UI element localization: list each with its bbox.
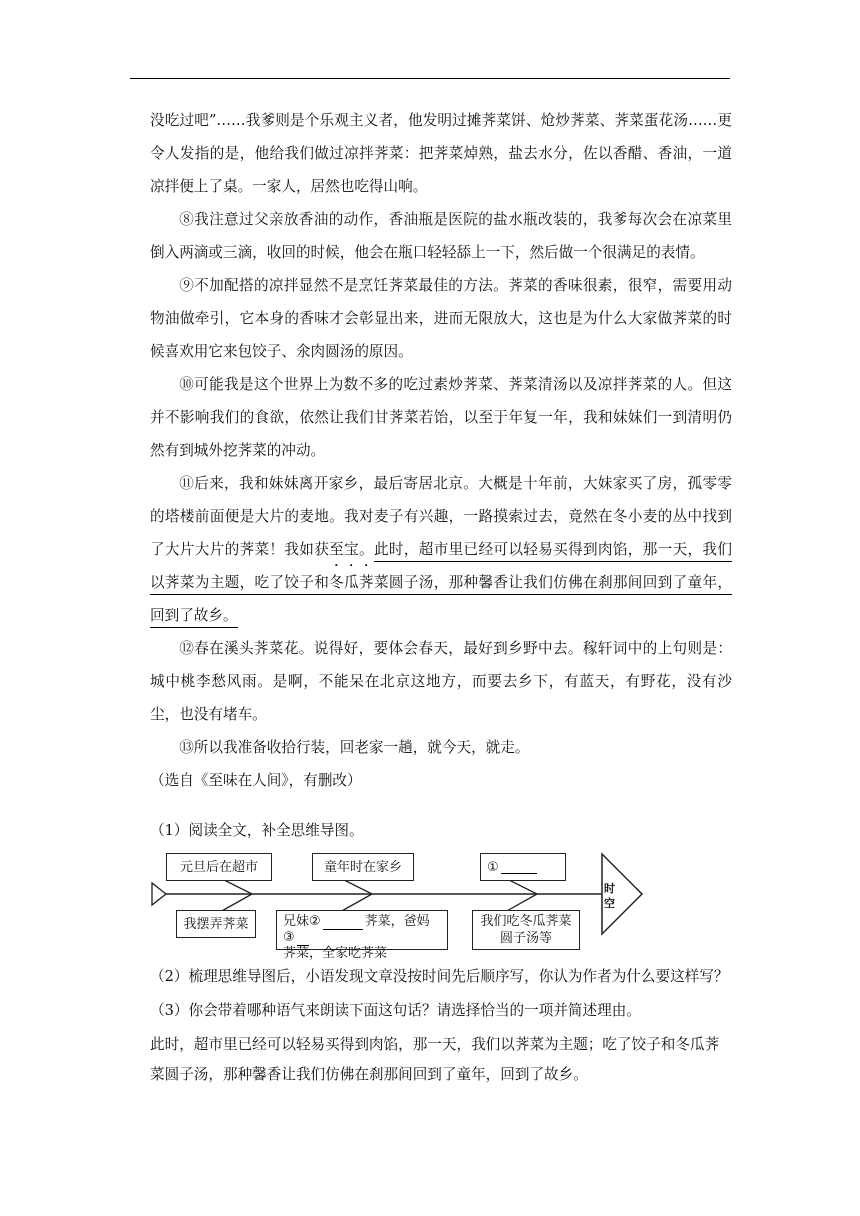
bottom-2-part-a: 兄妹② — [283, 914, 321, 929]
question-2-3 — [150, 963, 750, 1025]
question-3-quote-text: 此时，超市里已经可以轻易买得到肉馅，那一天，我们以荠菜为主题；吃了饺子和冬瓜荠菜圆子汤，那种馨香让我们仿佛在刹那间回到了童年，回到了故乡。 — [150, 1036, 720, 1083]
dotted-char: 宝 — [344, 541, 360, 558]
paragraph-12: ⑫春在溪头荠菜花。说得好，要体会春天，最好到乡野中去。稼轩词中的上句则是：城中桃李愁风雨。是啊，不能呆在北京这地方，而要去乡下，有蓝天，有野花，没有沙尘，也没有堵车。 — [150, 640, 732, 723]
mind-map — [150, 850, 650, 961]
paragraph-9: ⑨不加配搭的凉拌显然不是烹饪荠菜最佳的方法。荠菜的香味很素，很窄，需要用动物油做牵引，它本身的香味才会彰显出来，进而无限放大，这也是为什么大家做荠菜的时候喜欢用它来包饺子、氽肉圆汤的原因。 — [150, 277, 732, 360]
paragraph-11-period: 。 — [359, 541, 374, 558]
node-bottom-1: 我摆弄荠菜 — [176, 910, 256, 938]
question-1 — [150, 817, 750, 845]
passage — [150, 104, 732, 797]
node-bottom-2 — [276, 910, 448, 961]
dotted-char: 至 — [329, 541, 345, 558]
paragraph-7-continued: 没吃过吧”……我爹则是个乐观主义者，他发明过摊荠菜饼、炝炒荠菜、荠菜蛋花汤……更令人发指的是，他给我们做过凉拌荠菜：把荠菜焯熟，盐去水分，佐以香醋、香油，一道凉拌便上了桌。一家人，居然也吃得山响。 — [150, 112, 732, 195]
node-top-2: 童年时在家乡 — [312, 853, 414, 881]
bottom-2-part-b: 荠菜，爸妈③ — [283, 914, 430, 945]
header-rule — [130, 78, 730, 79]
node-bottom-3: 我们吃冬瓜荠菜圆子汤等 — [472, 910, 580, 950]
bottom-2-part-c: 荠菜，全家吃荠菜 — [283, 946, 388, 961]
arrow-label-time: 时 — [604, 882, 615, 895]
underlined-sentence: 此时，超市里已经可以轻易买得到肉馅，那一天，我们以荠菜为主题，吃了饺子和冬瓜荠菜圆子汤，那种馨香让我们仿佛在刹那间回到了童年，回到了故乡。 — [150, 541, 732, 628]
answer-blank-3[interactable] — [297, 932, 309, 946]
question-3-quote — [150, 1030, 732, 1090]
node-top-3 — [480, 853, 566, 881]
dotted-char: 获 — [314, 541, 330, 558]
paragraph-11-text: ⑪后来，我和妹妹离开家乡，最后寄居北京。大概是十年前，大妹家买了房，孤零零的塔楼前面便是大片的麦地。我对麦子有兴趣，一路摸索过去，竟然在冬小麦的丛中找到了大片大片的荠菜！我如 — [150, 475, 732, 558]
paragraph-8: ⑧我注意过父亲放香油的动作，香油瓶是医院的盐水瓶改装的，我爹每次会在凉菜里倒入两滴或三滴，收回的时候，他会在瓶口轻轻舔上一下，然后做一个很满足的表情。 — [150, 211, 732, 261]
question-3-text: （3）你会带着哪种语气来朗读下面这句话？请选择恰当的一项并简述理由。 — [150, 1002, 641, 1019]
source-note: （选自《至味在人间》，有删改） — [150, 772, 362, 789]
answer-blank-1[interactable] — [501, 860, 537, 874]
paragraph-13: ⑬所以我准备收拾行装，回老家一趟，就今天，就走。 — [179, 739, 530, 756]
paragraph-11 — [150, 467, 732, 632]
node-top-1: 元旦后在超市 — [166, 853, 272, 881]
paragraph-10: ⑩可能我是这个世界上为数不多的吃过素炒荠菜、荠菜清汤以及凉拌荠菜的人。但这并不影响我们的食欲，依然让我们甘荠菜若饴，以至于年复一年，我和妹妹们一到清明仍然有到城外挖荠菜的冲动。 — [150, 376, 732, 459]
question-1-text: （1）阅读全文，补全思维导图。 — [150, 822, 364, 839]
question-2-text: （2）梳理思维导图后，小语发现文章没按时间先后顺序写，你认为作者为什么要这样写？ — [150, 968, 729, 985]
blank-number-1: ① — [487, 859, 499, 875]
arrow-label-space: 空 — [604, 897, 615, 910]
arrow-tail — [152, 883, 166, 905]
answer-blank-2[interactable] — [323, 916, 363, 930]
